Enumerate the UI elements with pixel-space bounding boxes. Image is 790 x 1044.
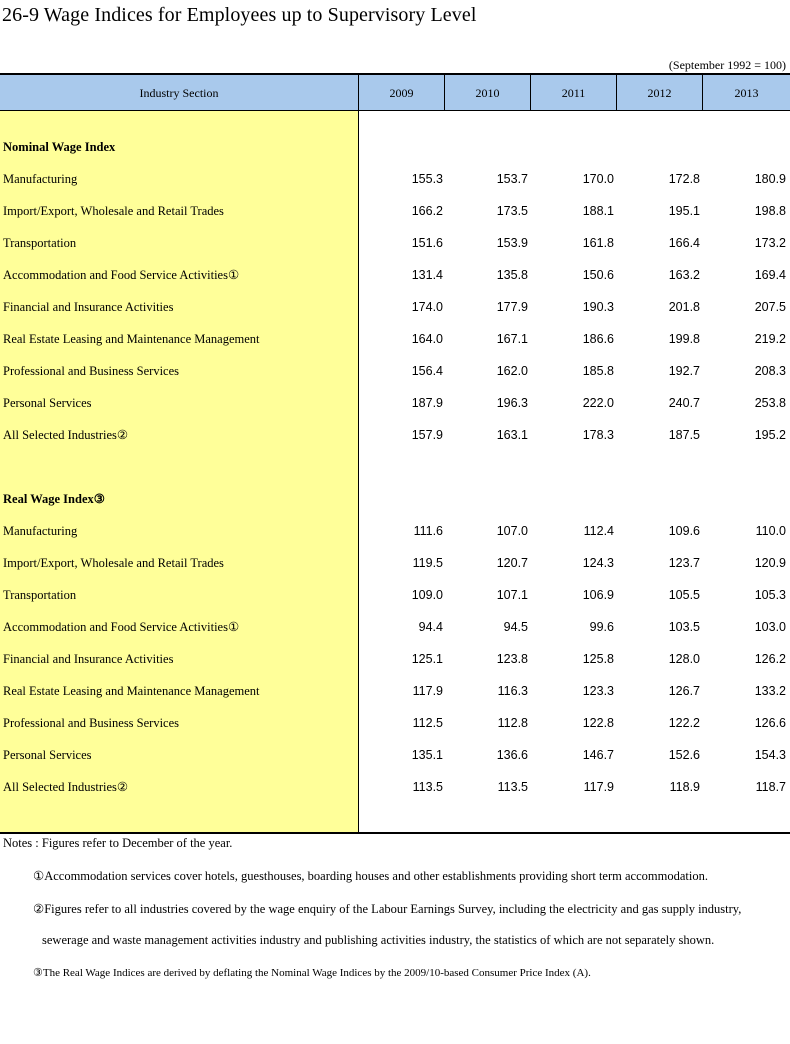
value-cell-2009: 151.6 xyxy=(411,236,443,250)
industry-label: Import/Export, Wholesale and Retail Trades xyxy=(3,204,224,218)
value-cell-2012: 199.8 xyxy=(668,332,700,346)
value-cell-2010: 153.7 xyxy=(496,172,528,186)
value-cell-2012: 195.1 xyxy=(668,204,700,218)
value-cell-2009: 187.9 xyxy=(411,396,443,410)
industry-label: Real Estate Leasing and Maintenance Management xyxy=(3,332,260,346)
value-cell-2010: 153.9 xyxy=(496,236,528,250)
value-cell-2010: 120.7 xyxy=(496,556,528,570)
value-cell-2012: 128.0 xyxy=(668,652,700,666)
value-cell-2009: 131.4 xyxy=(411,268,443,282)
header-year-2009: 2009 xyxy=(359,75,445,110)
value-cell-2011: 99.6 xyxy=(589,620,614,634)
value-cell-2012: 192.7 xyxy=(668,364,700,378)
table-row xyxy=(0,355,790,387)
table-row xyxy=(0,419,790,451)
industry-label: Manufacturing xyxy=(3,524,78,538)
value-cell-2013: 173.2 xyxy=(754,236,786,250)
value-cell-2010: 162.0 xyxy=(496,364,528,378)
value-cell-2009: 157.9 xyxy=(411,428,443,442)
value-cell-2012: 105.5 xyxy=(668,588,700,602)
value-cell-2012: 118.9 xyxy=(669,780,700,794)
value-cell-2009: 166.2 xyxy=(411,204,443,218)
page-title: 26-9 Wage Indices for Employees up to Supervisory Level xyxy=(2,4,477,26)
value-cell-2012: 187.5 xyxy=(668,428,700,442)
value-cell-2011: 190.3 xyxy=(582,300,614,314)
value-cell-2010: 177.9 xyxy=(496,300,528,314)
header-year-2010: 2010 xyxy=(445,75,531,110)
value-cell-2009: 109.0 xyxy=(411,588,443,602)
industry-label: Real Estate Leasing and Maintenance Management xyxy=(3,684,260,698)
value-cell-2011: 123.3 xyxy=(582,684,614,698)
table-header xyxy=(0,75,790,111)
value-cell-2009: 117.9 xyxy=(412,684,443,698)
value-cell-2012: 123.7 xyxy=(668,556,700,570)
value-cell-2012: 109.6 xyxy=(668,524,700,538)
value-cell-2013: 126.6 xyxy=(754,716,786,730)
value-cell-2013: 105.3 xyxy=(754,588,786,602)
value-cell-2011: 125.8 xyxy=(582,652,614,666)
industry-label: Professional and Business Services xyxy=(3,364,180,378)
section-heading: Nominal Wage Index xyxy=(3,140,116,154)
value-cell-2009: 164.0 xyxy=(411,332,443,346)
table-row xyxy=(0,579,790,611)
value-cell-2013: 219.2 xyxy=(754,332,786,346)
notes-heading: Notes : Figures refer to December of the year. xyxy=(3,836,233,850)
note-2-continued: sewerage and waste management activities industry and publishing activities industry, the statistics of which are not separately shown. xyxy=(42,933,715,947)
value-cell-2009: 135.1 xyxy=(411,748,443,762)
table-row xyxy=(0,675,790,707)
value-cell-2012: 201.8 xyxy=(668,300,700,314)
value-cell-2010: 107.0 xyxy=(496,524,528,538)
value-cell-2009: 111.6 xyxy=(413,524,443,538)
table-row xyxy=(0,707,790,739)
value-cell-2011: 188.1 xyxy=(582,204,614,218)
value-cell-2011: 178.3 xyxy=(582,428,614,442)
header-industry-section: Industry Section xyxy=(0,75,359,110)
table-row xyxy=(0,227,790,259)
value-cell-2012: 103.5 xyxy=(668,620,700,634)
header-year-2012: 2012 xyxy=(617,75,703,110)
table-row xyxy=(0,291,790,323)
value-cell-2010: 196.3 xyxy=(496,396,528,410)
value-cell-2011: 185.8 xyxy=(582,364,614,378)
industry-label: Professional and Business Services xyxy=(3,716,180,730)
value-cell-2011: 122.8 xyxy=(582,716,614,730)
value-cell-2012: 126.7 xyxy=(668,684,700,698)
value-cell-2013: 118.7 xyxy=(755,780,786,794)
value-cell-2009: 125.1 xyxy=(411,652,443,666)
value-cell-2011: 146.7 xyxy=(582,748,614,762)
value-cell-2013: 195.2 xyxy=(754,428,786,442)
table-row xyxy=(0,547,790,579)
table-row xyxy=(0,163,790,195)
value-cell-2010: 107.1 xyxy=(496,588,528,602)
value-cell-2011: 117.9 xyxy=(583,780,614,794)
section-heading: Real Wage Index③ xyxy=(3,492,105,506)
value-cell-2011: 112.4 xyxy=(583,524,614,538)
table-row xyxy=(0,195,790,227)
value-cell-2013: 180.9 xyxy=(754,172,786,186)
table-row xyxy=(0,323,790,355)
value-cell-2013: 253.8 xyxy=(754,396,786,410)
value-cell-2012: 166.4 xyxy=(668,236,700,250)
value-cell-2010: 113.5 xyxy=(497,780,528,794)
value-cell-2009: 156.4 xyxy=(411,364,443,378)
value-cell-2009: 113.5 xyxy=(412,780,443,794)
industry-label: Financial and Insurance Activities xyxy=(3,652,174,666)
industry-label: Accommodation and Food Service Activities① xyxy=(3,268,240,282)
industry-label: Accommodation and Food Service Activities① xyxy=(3,620,240,634)
value-cell-2009: 94.4 xyxy=(418,620,443,634)
value-cell-2013: 198.8 xyxy=(754,204,786,218)
value-cell-2011: 124.3 xyxy=(582,556,614,570)
value-cell-2011: 106.9 xyxy=(582,588,614,602)
note-2: ②Figures refer to all industries covered by the wage enquiry of the Labour Earnings Survey, including the electricity and gas supply industry, xyxy=(33,902,742,916)
value-cell-2013: 207.5 xyxy=(754,300,786,314)
value-cell-2010: 167.1 xyxy=(496,332,528,346)
industry-label: Import/Export, Wholesale and Retail Trades xyxy=(3,556,224,570)
value-cell-2013: 110.0 xyxy=(755,524,786,538)
note-3: ③The Real Wage Indices are derived by deflating the Nominal Wage Indices by the 2009/10-based Consumer Price Index (A). xyxy=(33,967,591,979)
table-row xyxy=(0,515,790,547)
value-cell-2010: 94.5 xyxy=(503,620,528,634)
industry-label: Financial and Insurance Activities xyxy=(3,300,174,314)
base-period-note: (September 1992 = 100) xyxy=(668,58,786,72)
industry-label: Personal Services xyxy=(3,748,92,762)
value-cell-2011: 161.8 xyxy=(582,236,614,250)
industry-label: All Selected Industries② xyxy=(3,428,129,442)
value-cell-2010: 116.3 xyxy=(497,684,528,698)
section-heading-row xyxy=(0,483,790,515)
industry-label: Transportation xyxy=(3,588,77,602)
industry-label: Personal Services xyxy=(3,396,92,410)
industry-label: Transportation xyxy=(3,236,77,250)
industry-label: All Selected Industries② xyxy=(3,780,129,794)
value-cell-2011: 186.6 xyxy=(582,332,614,346)
value-cell-2012: 172.8 xyxy=(668,172,700,186)
table-row xyxy=(0,259,790,291)
value-cell-2010: 112.8 xyxy=(497,716,528,730)
note-1: ①Accommodation services cover hotels, guesthouses, boarding houses and other establishments providing short term accommodation. xyxy=(33,869,708,883)
table-row xyxy=(0,643,790,675)
value-cell-2010: 135.8 xyxy=(496,268,528,282)
value-cell-2009: 119.5 xyxy=(412,556,443,570)
value-cell-2009: 155.3 xyxy=(411,172,443,186)
value-cell-2013: 120.9 xyxy=(754,556,786,570)
value-cell-2012: 240.7 xyxy=(668,396,700,410)
value-cell-2010: 173.5 xyxy=(496,204,528,218)
table-row xyxy=(0,611,790,643)
value-cell-2011: 150.6 xyxy=(582,268,614,282)
value-cell-2009: 112.5 xyxy=(412,716,443,730)
header-year-2011: 2011 xyxy=(531,75,617,110)
value-cell-2010: 123.8 xyxy=(496,652,528,666)
value-cell-2011: 170.0 xyxy=(582,172,614,186)
table-row xyxy=(0,387,790,419)
section-heading-row xyxy=(0,131,790,163)
value-cell-2013: 126.2 xyxy=(754,652,786,666)
value-cell-2013: 169.4 xyxy=(754,268,786,282)
value-cell-2012: 122.2 xyxy=(668,716,700,730)
value-cell-2010: 136.6 xyxy=(496,748,528,762)
value-cell-2013: 208.3 xyxy=(754,364,786,378)
table-row xyxy=(0,739,790,771)
value-cell-2011: 222.0 xyxy=(582,396,614,410)
header-year-2013: 2013 xyxy=(734,86,759,100)
value-cell-2013: 103.0 xyxy=(754,620,786,634)
value-cell-2012: 152.6 xyxy=(668,748,700,762)
value-cell-2010: 163.1 xyxy=(496,428,528,442)
value-cell-2009: 174.0 xyxy=(411,300,443,314)
industry-label: Manufacturing xyxy=(3,172,78,186)
value-cell-2013: 154.3 xyxy=(754,748,786,762)
table-row xyxy=(0,771,790,803)
value-cell-2013: 133.2 xyxy=(754,684,786,698)
value-cell-2012: 163.2 xyxy=(668,268,700,282)
table-bottom-border xyxy=(0,832,790,834)
